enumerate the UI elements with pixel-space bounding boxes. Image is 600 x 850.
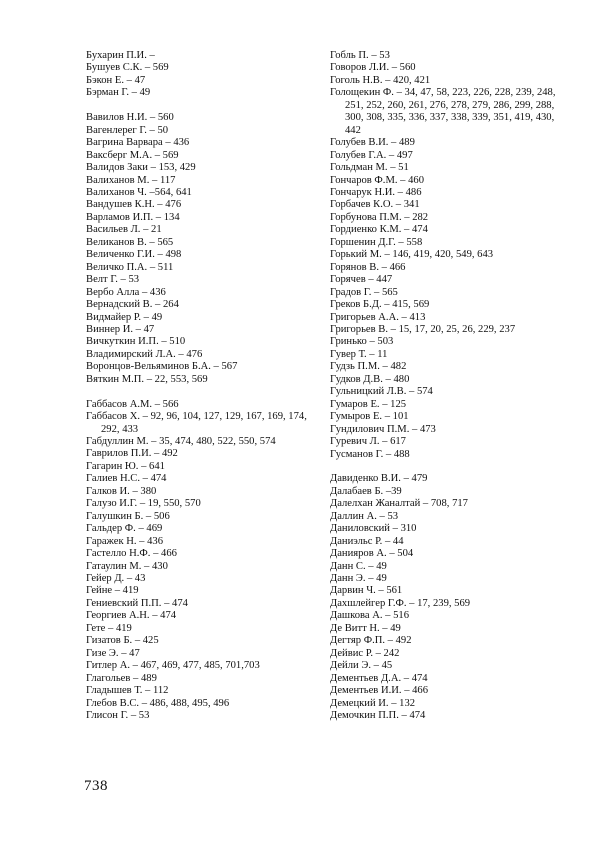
index-entry: Вандушев К.Н. – 476 (86, 199, 182, 211)
index-entry: Бэкон Е. – 47 (86, 74, 146, 86)
index-entry: Гуревич Л. – 617 (330, 436, 406, 448)
index-entry: Гальдер Ф. – 469 (86, 523, 163, 535)
index-entry: Голощекин Ф. – 34, 47, 58, 223, 226, 228, 239, 248, 251, 252, 260, 261, 276, 278, 279, 286, 299, 288, 300, 308, 335, 336, 337, 338, 339, 351, 419, 430, 442 (330, 87, 556, 136)
index-entry: Величенко Г.И. – 498 (86, 249, 182, 261)
index-entry: Гейне – 419 (86, 585, 139, 597)
index-entry: Гундилович П.М. – 473 (330, 423, 436, 435)
index-entry: Дементьев И.И. – 466 (330, 685, 429, 697)
index-entry: Видмайер Р. – 49 (86, 311, 163, 323)
index-entry: Гаврилов П.И. – 492 (86, 448, 178, 460)
index-entry: Гаражек Н. – 436 (86, 535, 164, 547)
index-entry: Вагенлерег Г. – 50 (86, 124, 169, 136)
index-entry: Горянов В. – 466 (330, 261, 406, 273)
index-column-right (330, 50, 562, 722)
index-entry: Валиханов Ч. –564, 641 (86, 186, 192, 198)
index-entry: Глебов В.С. – 486, 488, 495, 496 (86, 697, 230, 709)
index-entry: Ваксберг М.А. – 569 (86, 149, 179, 161)
index-entry: Вавилов Н.И. – 560 (86, 112, 174, 124)
index-entry: Гениевский П.П. – 474 (86, 597, 188, 609)
page-number: 738 (84, 778, 108, 794)
index-entry: Даниловский – 310 (330, 523, 417, 535)
index-entry: Васильев Л. – 21 (86, 224, 162, 236)
index-entry: Габбасов А.М. – 566 (86, 398, 179, 410)
index-entry: Галиев Н.С. – 474 (86, 473, 167, 485)
index-entry: Вичкуткин И.П. – 510 (86, 336, 186, 348)
index-entry: Гумыров Е. – 101 (330, 411, 409, 423)
index-entry: Валидов Заки – 153, 429 (86, 162, 196, 174)
index-column-left (86, 50, 318, 722)
index-entry: Владимирский Л.А. – 476 (86, 348, 203, 360)
index-entry: Голубев В.И. – 489 (330, 137, 415, 149)
index-entry: Горький М. – 146, 419, 420, 549, 643 (330, 249, 494, 261)
index-entry: Виннер И. – 47 (86, 323, 155, 335)
index-entry: Гладышев Т. – 112 (86, 685, 169, 697)
index-entry: Гусманов Г. – 488 (330, 448, 410, 460)
index-entry: Гизе Э. – 47 (86, 647, 140, 659)
index-entry: Демецкий И. – 132 (330, 697, 416, 709)
index-entry: Вагрина Варвара – 436 (86, 137, 190, 149)
index-entry: Галузо И.Г. – 19, 550, 570 (86, 498, 201, 510)
index-entry: Данн Э. – 49 (330, 573, 387, 585)
index-entry: Гастелло Н.Ф. – 466 (86, 548, 177, 560)
index-entry: Данн С. – 49 (330, 560, 387, 572)
index-entry: Галушкин Б. – 506 (86, 510, 170, 522)
index-entry: Дахшлейгер Г.Ф. – 17, 239, 569 (330, 597, 471, 609)
index-entry: Греков Б.Д. – 415, 569 (330, 299, 430, 311)
index-entry: Горбунова П.М. – 282 (330, 211, 429, 223)
index-entry: Габдуллин М. – 35, 474, 480, 522, 550, 574 (86, 436, 276, 448)
index-entry: Гончарук Н.И. – 486 (330, 186, 422, 198)
index-entry: Дейли Э. – 45 (330, 660, 393, 672)
index-entry: Воронцов-Вельяминов Б.А. – 567 (86, 361, 238, 373)
index-entry: Бэрман Г. – 49 (86, 87, 151, 99)
index-entry: Дементьев Д.А. – 474 (330, 672, 428, 684)
index-entry: Дашкова А. – 516 (330, 610, 409, 622)
index-entry: Гизатов Б. – 425 (86, 635, 159, 647)
index-entry: Великанов В. – 565 (86, 236, 174, 248)
index-entry: Вербо Алла – 436 (86, 286, 166, 298)
index-entry: Гудков Д.В. – 480 (330, 373, 410, 385)
index-entry: Гобль П. – 53 (330, 50, 390, 61)
index-entry: Даллин А. – 53 (330, 510, 399, 522)
index-entry: Гитлер А. – 467, 469, 477, 485, 701,703 (86, 660, 260, 672)
index-entry: Демочкин П.П. – 474 (330, 710, 426, 721)
index-entry: Гордиенко К.М. – 474 (330, 224, 428, 236)
index-entry: Гринько – 503 (330, 336, 394, 348)
index-entry: Гудзь П.М. – 482 (330, 361, 407, 373)
index-entry: Даниэльс Р. – 44 (330, 535, 404, 547)
index-entry: Гейер Д. – 43 (86, 573, 146, 584)
index-entry: Велт Г. – 53 (86, 274, 140, 286)
index-entry: Габбасов Х. – 92, 96, 104, 127, 129, 167, 169, 174, 292, 433 (86, 411, 307, 435)
index-entry: Де Витт Н. – 49 (330, 622, 401, 634)
index-entry: Георгиев А.Н. – 474 (86, 610, 177, 622)
index-entry: Галков И. – 380 (86, 485, 157, 497)
index-entry: Гувер Т. – 11 (330, 348, 388, 360)
index-entry: Глагольев – 489 (86, 672, 157, 684)
index-entry: Горячев – 447 (330, 274, 393, 286)
section-gap (86, 100, 318, 112)
index-entry: Гатаулин М. – 430 (86, 560, 168, 572)
index-entry: Вяткин М.П. – 22, 553, 569 (86, 373, 208, 385)
index-entry: Гульницкий Л.В. – 574 (330, 386, 433, 398)
index-entry: Валиханов М. – 117 (86, 174, 176, 186)
index-entry: Давиденко В.И. – 479 (330, 473, 428, 485)
section-gap (86, 386, 318, 398)
index-entry: Дегтяр Ф.П. – 492 (330, 635, 412, 647)
index-entry: Глисон Г. – 53 (86, 709, 150, 721)
index-entry: Варламов И.П. – 134 (86, 211, 180, 223)
index-entry: Далелхан Жаналтай – 708, 717 (330, 498, 468, 510)
index-entry: Далабаев Б. –39 (330, 485, 402, 497)
index-entry: Бухарин П.И. – (86, 50, 155, 61)
index-entry: Дейвис Р. – 242 (330, 647, 400, 659)
section-gap (330, 461, 562, 473)
index-entry: Говоров Л.И. – 560 (330, 62, 416, 74)
index-entry: Голубев Г.А. – 497 (330, 149, 413, 161)
index-entry: Градов Г. – 565 (330, 286, 398, 298)
index-entry: Гончаров Ф.М. – 460 (330, 174, 425, 186)
index-entry: Гольдман М. – 51 (330, 162, 409, 174)
index-entry: Гоголь Н.В. – 420, 421 (330, 74, 431, 86)
index-entry: Величко П.А. – 511 (86, 261, 174, 273)
index-entry: Горшенин Д.Г. – 558 (330, 236, 423, 248)
index-entry: Данияров А. – 504 (330, 548, 414, 560)
index-entry: Горбачев К.О. – 341 (330, 199, 420, 211)
index-entry: Бушуев С.К. – 569 (86, 62, 169, 74)
index-entry: Вернадский В. – 264 (86, 299, 179, 311)
index-entry: Григорьев А.А. – 413 (330, 311, 426, 323)
index-entry: Дарвин Ч. – 561 (330, 585, 403, 597)
index-entry: Гумаров Е. – 125 (330, 398, 407, 410)
index-entry: Гагарин Ю. – 641 (86, 460, 165, 472)
index-entry: Григорьев В. – 15, 17, 20, 25, 26, 229, 237 (330, 323, 516, 335)
index-entry: Гете – 419 (86, 622, 132, 634)
